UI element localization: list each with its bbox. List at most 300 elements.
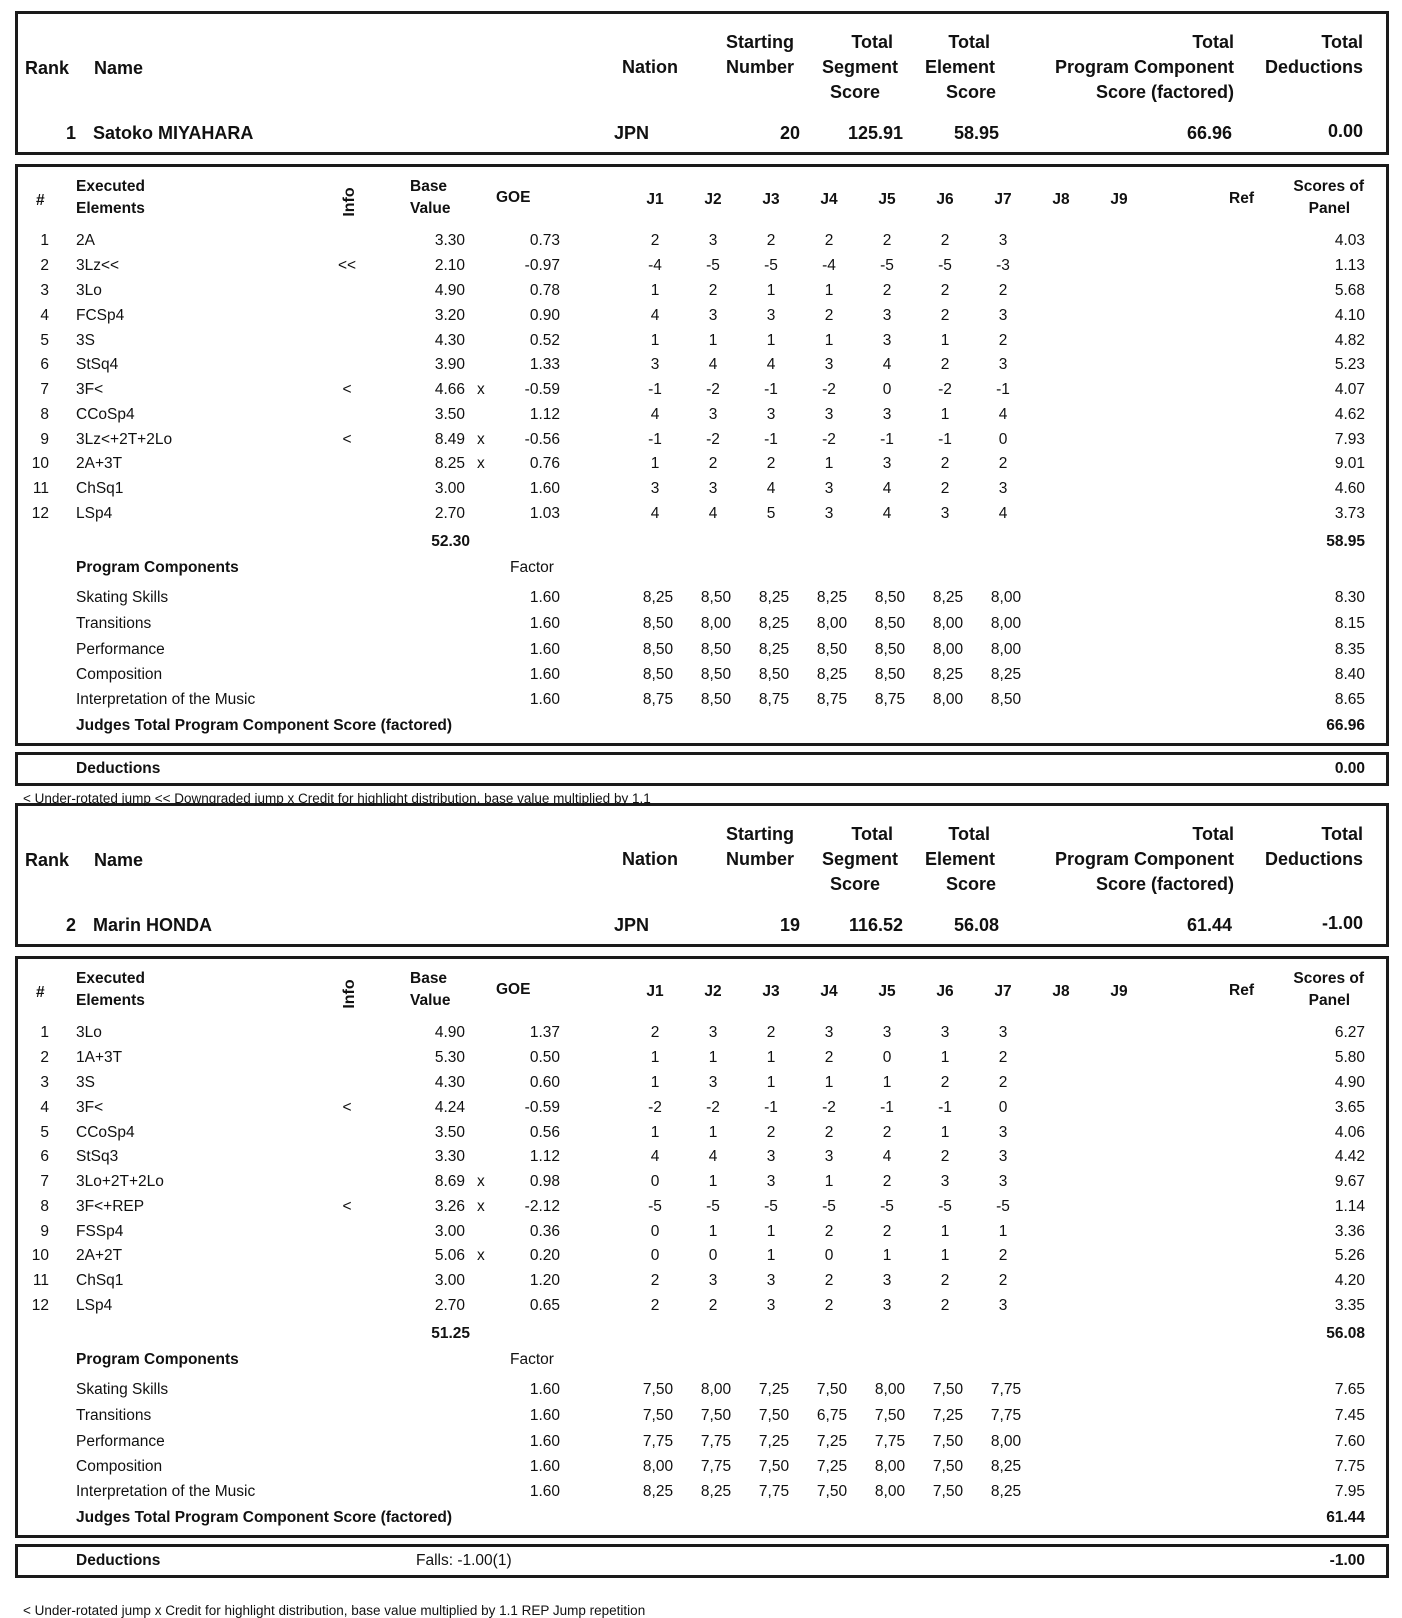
judge-header-9: J9 <box>1110 983 1128 1000</box>
element-judge-6: 3 <box>940 1173 950 1190</box>
element-judge-5: -1 <box>880 1099 894 1116</box>
component-judge-1: 7,50 <box>642 1407 674 1424</box>
element-name: 3S <box>76 332 95 349</box>
component-judge-6: 7,50 <box>932 1381 964 1398</box>
element-base-value: 8.69 <box>434 1173 465 1190</box>
element-goe: 1.12 <box>529 1148 560 1165</box>
component-judge-3: 8,25 <box>758 641 790 658</box>
element-judge-4: 1 <box>824 1173 834 1190</box>
element-name: FCSp4 <box>76 307 125 324</box>
element-base-value: 4.66 <box>434 381 465 398</box>
judges-total-value: 66.96 <box>1326 717 1365 734</box>
starting-header: Starting <box>725 824 794 844</box>
element-judge-4: 3 <box>824 505 834 522</box>
element-panel-score: 6.27 <box>1334 1024 1365 1041</box>
element-panel-score: 5.80 <box>1334 1049 1365 1066</box>
element-judge-3: -5 <box>764 1198 778 1215</box>
component-judge-6: 7,25 <box>932 1407 964 1424</box>
component-judge-6: 7,50 <box>932 1458 964 1475</box>
element-judge-1: 0 <box>650 1173 660 1190</box>
component-judge-3: 8,50 <box>758 666 790 683</box>
element-judge-6: 2 <box>940 480 950 497</box>
component-judge-6: 7,50 <box>932 1483 964 1500</box>
element-judge-5: 1 <box>882 1247 892 1264</box>
component-judge-6: 8,00 <box>932 615 964 632</box>
program-components-label: Program Components <box>76 559 239 576</box>
rank-header: Rank <box>25 58 70 78</box>
component-panel-score: 7.75 <box>1334 1458 1365 1475</box>
component-judge-6: 8,25 <box>932 666 964 683</box>
component-judge-3: 8,75 <box>758 691 790 708</box>
element-judge-2: -5 <box>706 257 720 274</box>
tss-header: Score <box>829 874 880 894</box>
component-factor: 1.60 <box>529 1483 560 1500</box>
element-goe: 0.76 <box>529 455 560 472</box>
element-judge-2: 0 <box>708 1247 718 1264</box>
element-goe: 1.12 <box>529 406 560 423</box>
component-panel-score: 8.35 <box>1334 641 1365 658</box>
element-judge-6: 2 <box>940 356 950 373</box>
element-judge-7: 2 <box>998 282 1008 299</box>
element-goe: -0.56 <box>524 431 560 448</box>
component-judge-7: 8,25 <box>990 666 1022 683</box>
element-num: 11 <box>32 1272 49 1289</box>
element-judge-4: 1 <box>824 282 834 299</box>
element-panel-score: 5.68 <box>1334 282 1365 299</box>
component-judge-6: 8,25 <box>932 589 964 606</box>
element-bonus-mark: x <box>477 1247 485 1264</box>
legend-note: < Under-rotated jump x Credit for highlight distribution, base value multiplied by 1.1 REP Jump repetition <box>23 1603 646 1618</box>
component-judge-4: 7,25 <box>816 1458 848 1475</box>
element-judge-4: 2 <box>824 232 834 249</box>
deductions-total: 0.00 <box>1334 760 1365 777</box>
component-judge-4: 8,75 <box>816 691 848 708</box>
element-base-value: 3.30 <box>434 232 465 249</box>
element-judge-6: 2 <box>940 1148 950 1165</box>
component-panel-score: 8.40 <box>1334 666 1365 683</box>
element-judge-1: 3 <box>650 480 660 497</box>
element-base-value: 5.30 <box>434 1049 465 1066</box>
element-judge-7: 4 <box>998 406 1008 423</box>
component-judge-5: 8,00 <box>874 1458 906 1475</box>
panel-header: Panel <box>1308 992 1350 1009</box>
element-judge-2: 2 <box>708 455 718 472</box>
element-base-value: 3.00 <box>434 1272 465 1289</box>
deductions-box <box>15 1544 1389 1578</box>
deductions-label: Deductions <box>76 760 161 777</box>
element-goe: 0.56 <box>529 1124 560 1141</box>
element-panel-score: 3.73 <box>1334 505 1365 522</box>
element-num: 12 <box>31 505 49 522</box>
element-name: 3Lz<+2T+2Lo <box>76 431 173 448</box>
num-header: # <box>36 984 45 1001</box>
element-judge-2: 3 <box>708 1272 718 1289</box>
element-base-value: 5.06 <box>434 1247 465 1264</box>
component-judge-3: 8,25 <box>758 589 790 606</box>
element-judge-2: 2 <box>708 282 718 299</box>
component-panel-score: 7.95 <box>1334 1483 1365 1500</box>
element-goe: 0.50 <box>529 1049 560 1066</box>
component-judge-1: 8,50 <box>642 666 674 683</box>
component-factor: 1.60 <box>529 641 560 658</box>
element-name: FSSp4 <box>76 1223 124 1240</box>
element-panel-score: 4.20 <box>1334 1272 1365 1289</box>
component-judge-5: 8,50 <box>874 615 906 632</box>
element-goe: 1.37 <box>529 1024 560 1041</box>
element-goe: -0.59 <box>524 381 560 398</box>
judge-header-2: J2 <box>704 983 722 1000</box>
element-panel-score: 4.07 <box>1334 381 1365 398</box>
component-judge-4: 8,50 <box>816 641 848 658</box>
element-base-value: 3.50 <box>434 1124 465 1141</box>
component-name: Transitions <box>76 615 152 632</box>
judge-header-1: J1 <box>646 191 664 208</box>
elements-box <box>15 956 1389 1538</box>
judge-header-1: J1 <box>646 983 664 1000</box>
element-base-value: 4.30 <box>434 1074 465 1091</box>
component-judge-2: 8,50 <box>700 589 732 606</box>
element-judge-1: 4 <box>650 406 660 423</box>
element-goe: 0.73 <box>529 232 560 249</box>
element-judge-3: 1 <box>766 1074 776 1091</box>
element-name: 2A <box>76 232 95 249</box>
element-judge-4: 1 <box>824 455 834 472</box>
deductions-total: -1.00 <box>1329 1552 1365 1569</box>
element-judge-5: 3 <box>882 406 892 423</box>
element-judge-2: 1 <box>708 1049 718 1066</box>
element-name: 3F< <box>76 1099 104 1116</box>
element-judge-2: -2 <box>706 431 720 448</box>
element-num: 11 <box>32 480 49 497</box>
element-judge-3: 5 <box>766 505 776 522</box>
component-judge-2: 8,50 <box>700 691 732 708</box>
element-judge-6: 3 <box>940 1024 950 1041</box>
element-num: 10 <box>31 455 49 472</box>
elements-box <box>15 164 1389 746</box>
element-judge-5: -1 <box>880 431 894 448</box>
element-panel-score: 9.01 <box>1334 455 1365 472</box>
skater-rank: 2 <box>65 915 76 935</box>
element-panel-score: 4.90 <box>1334 1074 1365 1091</box>
element-judge-7: 3 <box>998 480 1008 497</box>
element-goe: 1.03 <box>529 505 560 522</box>
judges-total-label: Judges Total Program Component Score (factored) <box>76 1509 453 1526</box>
element-base-value: 3.30 <box>434 1148 465 1165</box>
element-judge-7: 2 <box>998 1247 1008 1264</box>
element-judge-1: 3 <box>650 356 660 373</box>
elements-panel-total: 56.08 <box>1326 1325 1365 1342</box>
element-judge-7: 3 <box>998 1173 1008 1190</box>
element-judge-5: 4 <box>882 505 892 522</box>
judge-header-6: J6 <box>936 191 954 208</box>
element-judge-2: -5 <box>706 1198 720 1215</box>
skater-tss: 116.52 <box>848 915 903 935</box>
element-judge-7: 3 <box>998 232 1008 249</box>
nation-header: Nation <box>622 57 678 77</box>
tes-header: Total <box>948 824 990 844</box>
element-judge-2: 1 <box>708 1223 718 1240</box>
component-judge-1: 7,50 <box>642 1381 674 1398</box>
element-judge-4: 3 <box>824 1148 834 1165</box>
element-judge-1: 1 <box>650 1074 660 1091</box>
component-judge-3: 7,50 <box>758 1458 790 1475</box>
element-name: 1A+3T <box>76 1049 123 1066</box>
element-goe: 1.60 <box>529 480 560 497</box>
element-judge-1: 2 <box>650 1024 660 1041</box>
component-judge-2: 8,25 <box>700 1483 732 1500</box>
element-judge-3: -1 <box>764 431 778 448</box>
component-judge-5: 8,00 <box>874 1381 906 1398</box>
element-name: CCoSp4 <box>76 406 135 423</box>
element-goe: -2.12 <box>524 1198 560 1215</box>
component-name: Performance <box>76 1433 165 1450</box>
element-judge-2: 3 <box>708 1024 718 1041</box>
element-info: < <box>342 381 352 398</box>
element-num: 6 <box>40 356 49 373</box>
element-base-value: 2.10 <box>434 257 465 274</box>
element-judge-2: 3 <box>708 307 718 324</box>
element-base-value: 4.90 <box>434 282 465 299</box>
component-judge-5: 8,00 <box>874 1483 906 1500</box>
element-judge-5: 3 <box>882 307 892 324</box>
component-panel-score: 7.60 <box>1334 1433 1365 1450</box>
pcs-header: Score (factored) <box>1095 874 1234 894</box>
element-judge-1: -2 <box>648 1099 662 1116</box>
tes-header: Total <box>948 32 990 52</box>
starting-header: Number <box>725 57 794 77</box>
element-judge-3: 3 <box>766 1297 776 1314</box>
element-judge-7: 3 <box>998 1024 1008 1041</box>
element-base-value: 4.30 <box>434 332 465 349</box>
element-judge-7: 2 <box>998 332 1008 349</box>
rank-header: Rank <box>25 850 70 870</box>
component-judge-4: 8,25 <box>816 666 848 683</box>
pcs-header: Program Component <box>1054 849 1234 869</box>
element-judge-5: 1 <box>882 1074 892 1091</box>
component-judge-1: 8,50 <box>642 615 674 632</box>
judge-header-5: J5 <box>878 983 896 1000</box>
judges-total-label: Judges Total Program Component Score (factored) <box>76 717 453 734</box>
component-judge-6: 8,00 <box>932 691 964 708</box>
element-base-value: 4.90 <box>434 1024 465 1041</box>
skater-tes: 58.95 <box>953 123 999 143</box>
element-judge-2: 1 <box>708 1173 718 1190</box>
element-judge-1: -5 <box>648 1198 662 1215</box>
base-value-total: 51.25 <box>431 1325 470 1342</box>
element-num: 5 <box>40 332 49 349</box>
element-name: 3F<+REP <box>76 1198 145 1215</box>
element-judge-7: 0 <box>998 1099 1008 1116</box>
skater-pcs: 66.96 <box>1186 123 1232 143</box>
element-goe: 0.60 <box>529 1074 560 1091</box>
element-bonus-mark: x <box>477 455 485 472</box>
element-bonus-mark: x <box>477 381 485 398</box>
element-judge-6: 2 <box>940 1297 950 1314</box>
element-judge-5: 3 <box>882 1297 892 1314</box>
element-judge-1: -1 <box>648 431 662 448</box>
element-bonus-mark: x <box>477 431 485 448</box>
base-header: Value <box>410 992 451 1009</box>
element-num: 12 <box>31 1297 49 1314</box>
element-name: 3Lo+2T+2Lo <box>76 1173 164 1190</box>
base-header: Value <box>410 200 451 217</box>
element-judge-7: 2 <box>998 1272 1008 1289</box>
element-judge-1: -4 <box>648 257 662 274</box>
component-name: Composition <box>76 1458 163 1475</box>
component-judge-7: 8,25 <box>990 1483 1022 1500</box>
element-judge-7: 2 <box>998 455 1008 472</box>
element-info: < <box>342 431 352 448</box>
element-judge-3: -1 <box>764 1099 778 1116</box>
component-judge-5: 8,50 <box>874 641 906 658</box>
component-judge-5: 8,75 <box>874 691 906 708</box>
element-judge-5: 3 <box>882 1272 892 1289</box>
component-judge-3: 7,25 <box>758 1433 790 1450</box>
element-judge-2: -2 <box>706 1099 720 1116</box>
component-judge-3: 8,25 <box>758 615 790 632</box>
component-panel-score: 7.65 <box>1334 1381 1365 1398</box>
element-judge-5: 3 <box>882 332 892 349</box>
legend-note: < Under-rotated jump << Downgraded jump x Credit for highlight distribution, base value multiplied by 1.1 <box>23 791 651 806</box>
element-judge-3: 1 <box>766 1247 776 1264</box>
element-judge-7: -5 <box>996 1198 1010 1215</box>
program-components-label: Program Components <box>76 1351 239 1368</box>
element-name: ChSq1 <box>76 480 124 497</box>
element-info: < <box>342 1198 352 1215</box>
component-name: Skating Skills <box>76 589 169 606</box>
element-judge-4: 1 <box>824 332 834 349</box>
component-judge-2: 8,50 <box>700 666 732 683</box>
component-name: Performance <box>76 641 165 658</box>
element-judge-3: 1 <box>766 282 776 299</box>
base-value-total: 52.30 <box>431 533 470 550</box>
component-judge-6: 7,50 <box>932 1433 964 1450</box>
component-name: Interpretation of the Music <box>76 691 256 708</box>
component-judge-7: 8,00 <box>990 589 1022 606</box>
component-judge-3: 7,75 <box>758 1483 790 1500</box>
component-judge-2: 8,00 <box>700 615 732 632</box>
element-judge-4: 2 <box>824 1272 834 1289</box>
element-judge-4: -5 <box>822 1198 836 1215</box>
tss-header: Score <box>829 82 880 102</box>
element-judge-6: 2 <box>940 455 950 472</box>
element-judge-1: 4 <box>650 505 660 522</box>
element-num: 5 <box>40 1124 49 1141</box>
element-judge-6: 1 <box>940 1223 950 1240</box>
component-judge-7: 8,00 <box>990 615 1022 632</box>
element-judge-1: 4 <box>650 307 660 324</box>
element-num: 10 <box>31 1247 49 1264</box>
element-judge-7: 2 <box>998 1049 1008 1066</box>
element-panel-score: 5.26 <box>1334 1247 1365 1264</box>
element-judge-7: -1 <box>996 381 1010 398</box>
num-header: # <box>36 192 45 209</box>
deductions-label: Deductions <box>76 1552 161 1569</box>
element-judge-7: -3 <box>996 257 1010 274</box>
component-factor: 1.60 <box>529 615 560 632</box>
component-judge-4: 7,50 <box>816 1483 848 1500</box>
element-judge-2: 3 <box>708 232 718 249</box>
judge-header-8: J8 <box>1052 983 1070 1000</box>
ded-header: Deductions <box>1264 57 1363 77</box>
component-judge-3: 7,25 <box>758 1381 790 1398</box>
element-judge-1: 0 <box>650 1223 660 1240</box>
ded-header: Total <box>1321 824 1363 844</box>
starting-header: Starting <box>725 32 794 52</box>
element-base-value: 8.49 <box>434 431 465 448</box>
ref-header: Ref <box>1229 190 1254 207</box>
element-judge-1: 2 <box>650 1297 660 1314</box>
element-judge-6: 2 <box>940 307 950 324</box>
executed-header: Executed <box>76 970 145 987</box>
element-judge-1: 1 <box>650 455 660 472</box>
element-panel-score: 3.35 <box>1334 1297 1365 1314</box>
element-name: 3Lo <box>76 282 102 299</box>
element-judge-1: 1 <box>650 1049 660 1066</box>
pcs-header: Program Component <box>1054 57 1234 77</box>
element-goe: 0.65 <box>529 1297 560 1314</box>
starting-header: Number <box>725 849 794 869</box>
element-goe: 0.90 <box>529 307 560 324</box>
component-judge-4: 8,25 <box>816 589 848 606</box>
element-num: 3 <box>40 1074 49 1091</box>
component-judge-5: 8,50 <box>874 666 906 683</box>
judge-header-7: J7 <box>994 983 1012 1000</box>
goe-header: GOE <box>496 189 531 206</box>
component-name: Skating Skills <box>76 1381 169 1398</box>
element-judge-2: 3 <box>708 1074 718 1091</box>
element-name: ChSq1 <box>76 1272 124 1289</box>
element-judge-7: 3 <box>998 307 1008 324</box>
element-judge-5: 2 <box>882 1173 892 1190</box>
pcs-header: Total <box>1192 32 1234 52</box>
element-base-value: 3.90 <box>434 356 465 373</box>
tss-header: Total <box>851 32 893 52</box>
element-judge-1: 2 <box>650 232 660 249</box>
judges-total-value: 61.44 <box>1326 1509 1365 1526</box>
name-header: Name <box>94 58 144 78</box>
element-goe: 0.78 <box>529 282 560 299</box>
element-judge-5: 2 <box>882 282 892 299</box>
skater-ded: 0.00 <box>1327 121 1363 141</box>
element-judge-5: -5 <box>880 1198 894 1215</box>
element-goe: 0.98 <box>529 1173 560 1190</box>
element-goe: -0.59 <box>524 1099 560 1116</box>
element-judge-4: -4 <box>822 257 836 274</box>
element-judge-4: -2 <box>822 1099 836 1116</box>
component-judge-2: 7,50 <box>700 1407 732 1424</box>
element-judge-7: 0 <box>998 431 1008 448</box>
component-factor: 1.60 <box>529 1433 560 1450</box>
element-judge-1: 1 <box>650 1124 660 1141</box>
base-header: Base <box>410 970 448 987</box>
element-name: LSp4 <box>76 505 113 522</box>
element-judge-2: 2 <box>708 1297 718 1314</box>
element-judge-6: 2 <box>940 1074 950 1091</box>
element-judge-6: 2 <box>940 232 950 249</box>
component-judge-6: 8,00 <box>932 641 964 658</box>
element-judge-5: 2 <box>882 1124 892 1141</box>
element-info: < <box>342 1099 352 1116</box>
element-judge-3: 3 <box>766 406 776 423</box>
element-judge-4: -2 <box>822 431 836 448</box>
info-header: Info <box>341 979 358 1009</box>
element-judge-6: 1 <box>940 1124 950 1141</box>
element-name: LSp4 <box>76 1297 113 1314</box>
element-judge-1: 1 <box>650 332 660 349</box>
judge-header-8: J8 <box>1052 191 1070 208</box>
element-base-value: 2.70 <box>434 1297 465 1314</box>
